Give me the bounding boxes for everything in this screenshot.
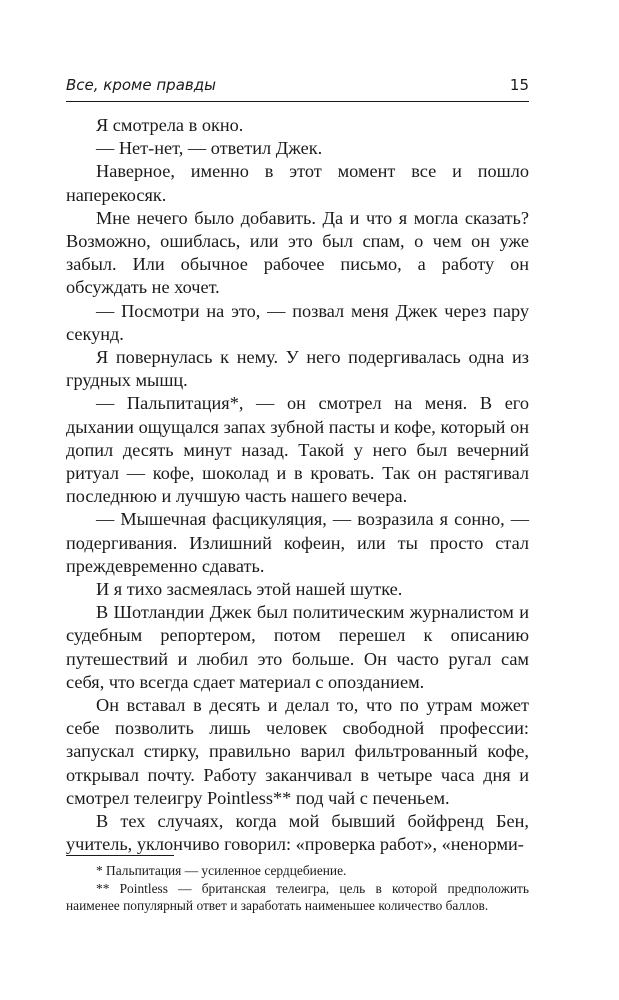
paragraph: Он вставал в десять и делал то, что по утрам может себе позволить лишь человек свободной профессии: запускал стирку, правильно варил фильтрованный кофе, открывал почту. Работу заканчивал в четыре часа дня и смотрел телеигру Pointless** под чай с печеньем. xyxy=(66,695,529,808)
footnotes xyxy=(66,862,529,915)
running-head xyxy=(66,76,529,98)
footnote-rule xyxy=(66,855,174,856)
paragraph: В Шотландии Джек был политическим журналистом и судебным репортером, потом перешел к описанию путешествий и любил это больше. Он часто ругал сам себя, что всегда сдает материал с опозданием. xyxy=(66,602,529,692)
body-text xyxy=(66,114,529,857)
paragraph: Мне нечего было добавить. Да и что я могла сказать? Возможно, ошиблась, или это был спам, о чем он уже забыл. Или обычное рабочее письмо, а работу он обсуждать не хочет. xyxy=(66,207,529,298)
paragraph: Я смотрела в окно. xyxy=(96,115,244,135)
book-title: Все, кроме правды xyxy=(66,76,216,94)
header-rule xyxy=(66,101,529,102)
paragraph: — Мышечная фасцикуляция, — возразила я сонно, — подергивания. Излишний кофеин, или ты просто стал преждевременно сдавать. xyxy=(66,509,529,576)
paragraph: — Пальпитация*, — он смотрел на меня. В его дыхании ощущался запах зубной пасты и кофе, который он допил десять минут назад. Такой у него был вечерний ритуал — кофе, шоколад и в кровать. Так он растягивал последнюю и лучшую часть нашего вечера. xyxy=(66,393,529,507)
paragraph: И я тихо засмеялась этой нашей шутке. xyxy=(96,579,403,600)
footnote: ** Pointless — британская телеигра, цель в которой предположить наименее популярный ответ и заработать наименьшее количество баллов. xyxy=(66,880,529,913)
page-number: 15 xyxy=(509,76,529,94)
paragraph: — Посмотри на это, — позвал меня Джек через пару секунд. xyxy=(66,300,529,344)
paragraph: — Нет-нет, — ответил Джек. xyxy=(96,138,323,159)
paragraph: Наверное, именно в этот момент все и пошло наперекосяк. xyxy=(66,161,529,205)
paragraph: Я повернулась к нему. У него подергивалась одна из грудных мышц. xyxy=(66,347,529,391)
footnote: * Пальпитация — усиленное сердцебиение. xyxy=(96,863,347,878)
paragraph: В тех случаях, когда мой бывший бойфренд Бен, учитель, уклончиво говорил: «проверка работ», «ненорми- xyxy=(66,811,529,855)
